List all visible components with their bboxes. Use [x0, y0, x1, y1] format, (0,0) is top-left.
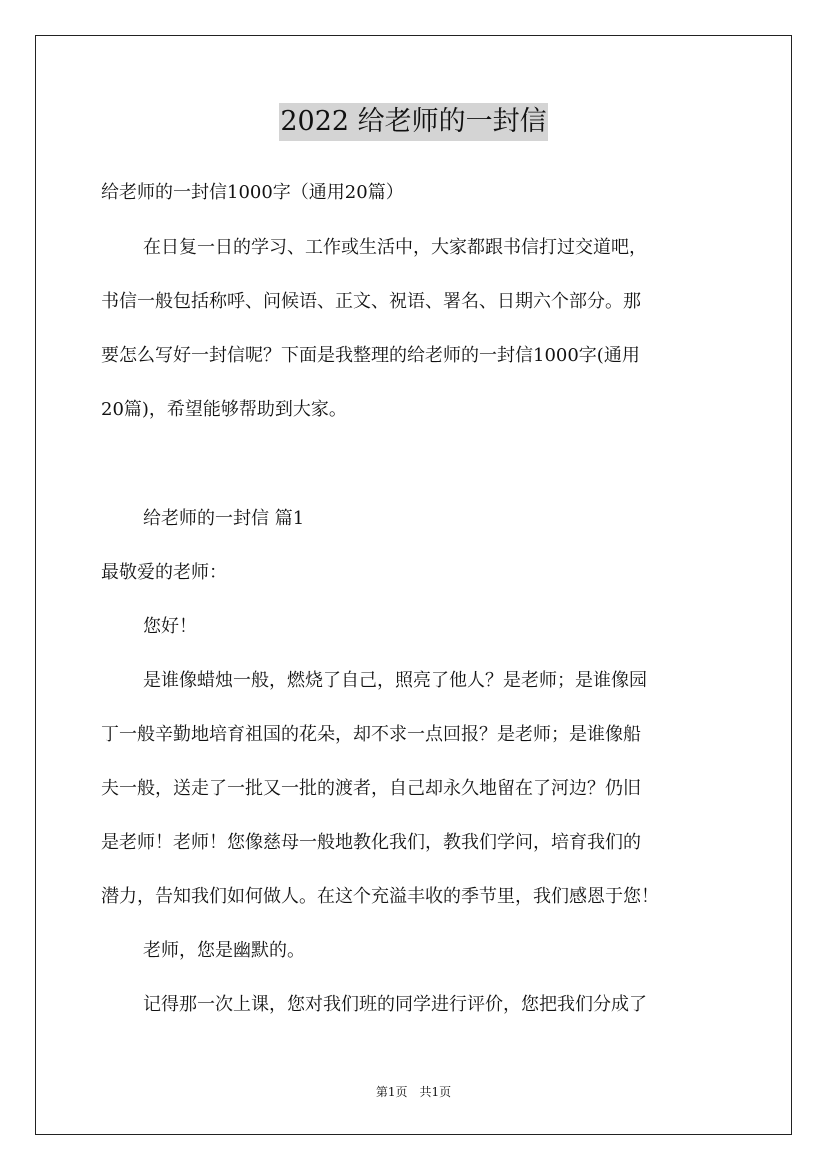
intro-line-2: 书信一般包括称呼、问候语、正文、祝语、署名、日期六个部分。那 — [101, 291, 641, 312]
body-line-5: 潜力，告知我们如何做人。在这个充溢丰收的季节里，我们感恩于您！ — [101, 886, 659, 907]
intro-line-1: 在日复一日的学习、工作或生活中，大家都跟书信打过交道吧， — [143, 237, 647, 258]
title-container — [0, 103, 827, 141]
body-line-1: 是谁像蜡烛一般，燃烧了自己，照亮了他人？是老师；是谁像园 — [143, 670, 647, 691]
body-line-4: 是老师！老师！您像慈母一般地教化我们，教我们学问，培育我们的 — [101, 832, 641, 853]
body-line-6: 老师，您是幽默的。 — [143, 940, 305, 961]
section-heading: 给老师的一封信 篇1 — [143, 508, 305, 529]
body-line-2: 丁一般辛勤地培育祖国的花朵，却不求一点回报？是老师；是谁像船 — [101, 724, 641, 745]
intro-line-4: 20篇)，希望能够帮助到大家。 — [101, 399, 347, 420]
body-line-7: 记得那一次上课，您对我们班的同学进行评价，您把我们分成了 — [143, 994, 647, 1015]
greeting: 您好！ — [143, 616, 197, 637]
document-title: 2022 给老师的一封信 — [279, 103, 547, 141]
salutation: 最敬爱的老师： — [101, 562, 227, 583]
intro-line-3: 要怎么写好一封信呢？下面是我整理的给老师的一封信1000字(通用 — [101, 345, 640, 366]
document-subtitle: 给老师的一封信1000字（通用20篇） — [101, 182, 404, 203]
page-footer: 第1页 共1页 — [375, 1085, 452, 1099]
body-line-3: 夫一般，送走了一批又一批的渡者，自己却永久地留在了河边？仍旧 — [101, 778, 641, 799]
